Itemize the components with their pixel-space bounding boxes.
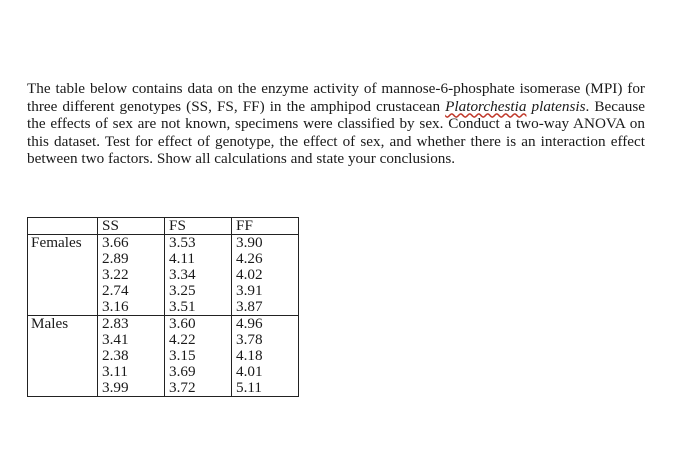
table-cell: 4.22	[165, 332, 232, 348]
table-cell: 4.02	[232, 267, 299, 283]
column-header-ff: FF	[232, 218, 299, 235]
table-cell: 3.41	[98, 332, 165, 348]
table-cell: 3.51	[165, 299, 232, 316]
table-row	[28, 235, 299, 252]
group-label-males: Males	[28, 316, 98, 333]
mpi-data-table	[27, 217, 299, 397]
table-cell: 2.38	[98, 348, 165, 364]
problem-text-part1: The table below contains data on the enzyme activity of mannose-6-phosphate isomerase (MPI) for three different genotypes (SS, FS, FF) in the amphipod crustacean	[27, 80, 645, 115]
table-cell: 3.69	[165, 364, 232, 380]
table-cell: 2.74	[98, 283, 165, 299]
table-cell: 3.91	[232, 283, 299, 299]
table-row	[28, 316, 299, 333]
table-cell: 4.01	[232, 364, 299, 380]
table-cell: 3.22	[98, 267, 165, 283]
problem-statement	[27, 80, 645, 168]
table-cell: 3.15	[165, 348, 232, 364]
table-cell: 4.26	[232, 251, 299, 267]
table-cell: 4.18	[232, 348, 299, 364]
species-genus: Platorchestia	[445, 97, 527, 115]
table-cell: 3.87	[232, 299, 299, 316]
table-row	[28, 380, 299, 397]
table-row	[28, 251, 299, 267]
problem-text-part2: . Because the effects of sex are not known, specimens were classified by sex. Conduct a two-way ANOVA on this dataset. Test for effect of genotype, the effect of sex, and whether there is an interaction effect between two factors. Show all calculations and state your conclusions.	[27, 97, 645, 168]
table-cell: 3.53	[165, 235, 232, 252]
table-cell: 2.89	[98, 251, 165, 267]
table-cell: 3.72	[165, 380, 232, 397]
table-row	[28, 283, 299, 299]
table-cell: 4.11	[165, 251, 232, 267]
table-row	[28, 332, 299, 348]
table-row	[28, 364, 299, 380]
table-cell: 3.66	[98, 235, 165, 252]
table-cell: 3.78	[232, 332, 299, 348]
table-row	[28, 299, 299, 316]
group-label-females: Females	[28, 235, 98, 252]
table-cell: 5.11	[232, 380, 299, 397]
table-cell: 2.83	[98, 316, 165, 333]
table-corner-cell	[28, 218, 98, 235]
table-header-row	[28, 218, 299, 235]
table-cell: 3.34	[165, 267, 232, 283]
table-cell: 3.11	[98, 364, 165, 380]
table-cell: 3.90	[232, 235, 299, 252]
table-row	[28, 348, 299, 364]
table-cell: 3.16	[98, 299, 165, 316]
column-header-ss: SS	[98, 218, 165, 235]
species-epithet: platensis	[526, 97, 586, 115]
table-row	[28, 267, 299, 283]
table-cell: 3.25	[165, 283, 232, 299]
table-cell: 4.96	[232, 316, 299, 333]
table-cell: 3.60	[165, 316, 232, 333]
table-cell: 3.99	[98, 380, 165, 397]
column-header-fs: FS	[165, 218, 232, 235]
